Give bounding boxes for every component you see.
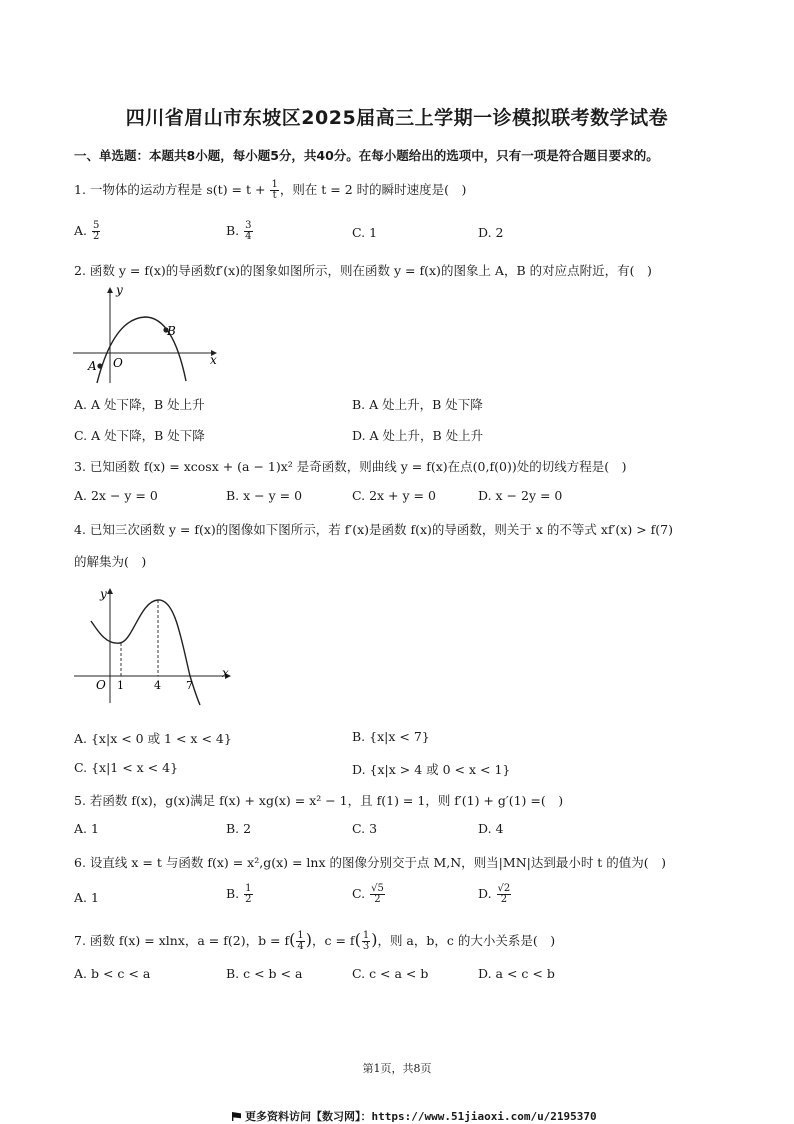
q5-option-c[interactable]: C. 3 [352, 821, 378, 836]
question-1: 1. 一物体的运动方程是 s(t) = t + $\frac{1}{t}$ ，则在 t = 2 时的瞬时速度是( ) [74, 179, 467, 201]
q1-option-c[interactable]: C. 1 [352, 225, 378, 240]
tick-4: 4 [154, 679, 161, 692]
q2-option-d[interactable]: D. A 处上升，B 处上升 [352, 428, 484, 443]
q2-option-c[interactable]: C. A 处下降，B 处下降 [74, 428, 205, 443]
q7-option-d[interactable]: D. a < c < b [478, 966, 555, 981]
q4-cubic-graph [70, 583, 235, 708]
q3-option-d[interactable]: D. x − 2y = 0 [478, 488, 563, 503]
section-heading: 一、单选题：本题共8小题，每小题5分，共40分。在每小题给出的选项中，只有一项是符合题目要求的。 [74, 148, 659, 163]
x-axis-label: x [222, 666, 229, 680]
q2-derivative-graph [70, 282, 225, 387]
promo-banner[interactable]: 更多资料访问【数习网】：https://www.51jiaoxi.com/u/2195370 [232, 1108, 597, 1124]
point-b-label: B [167, 324, 176, 338]
question-3: 3. 已知函数 f(x) = xcosx + (a − 1)x² 是奇函数，则曲线 y = f(x)在点(0,f(0))处的切线方程是( ) [74, 459, 627, 474]
q1-option-b[interactable]: B. $\frac{3}{4}$ [226, 220, 252, 242]
q6-option-a[interactable]: A. 1 [74, 890, 99, 905]
q2-option-b[interactable]: B. A 处上升，B 处下降 [352, 397, 483, 412]
flag-icon [232, 1112, 241, 1121]
q6-option-d[interactable]: D. $\frac{√2}{2}$ [478, 883, 511, 905]
question-6: 6. 设直线 x = t 与函数 f(x) = x²,g(x) = lnx 的图像分别交于点 M,N，则当|MN|达到最小时 t 的值为( ) [74, 855, 667, 870]
q1-option-a[interactable]: A. $\frac{5}{2}$ [74, 220, 100, 242]
q5-option-d[interactable]: D. 4 [478, 821, 504, 836]
q6-option-b[interactable]: B. $\frac{1}{2}$ [226, 883, 252, 905]
q4-option-c[interactable]: C. {x|1 < x < 4} [74, 760, 179, 775]
y-axis-label: y [100, 587, 107, 601]
tick-7: 7 [186, 679, 193, 692]
q2-option-a[interactable]: A. A 处下降，B 处上升 [74, 397, 205, 412]
q1-option-d[interactable]: D. 2 [478, 225, 504, 240]
q7-option-a[interactable]: A. b < c < a [74, 966, 151, 981]
q3-option-a[interactable]: A. 2x − y = 0 [74, 488, 158, 503]
q3-option-c[interactable]: C. 2x + y = 0 [352, 488, 436, 503]
q6-option-c[interactable]: C. $\frac{√5}{2}$ [352, 883, 384, 905]
tick-1: 1 [117, 679, 124, 692]
q4-option-b[interactable]: B. {x|x < 7} [352, 729, 430, 744]
point-a-label: A [88, 359, 97, 373]
x-axis-label: x [210, 353, 217, 367]
q1-stem: 1. 一物体的运动方程是 s(t) = t + [74, 182, 270, 197]
q4-option-d[interactable]: D. {x|x > 4 或 0 < x < 1} [352, 762, 511, 777]
origin-label: O [113, 356, 123, 370]
page-title: 四川省眉山市东坡区2025届高三上学期一诊模拟联考数学试卷 [125, 107, 669, 129]
origin-label: O [96, 678, 106, 692]
q7-option-c[interactable]: C. c < a < b [352, 966, 429, 981]
q5-option-b[interactable]: B. 2 [226, 821, 252, 836]
q4-option-a[interactable]: A. {x|x < 0 或 1 < x < 4} [74, 731, 232, 746]
q7-option-b[interactable]: B. c < b < a [226, 966, 303, 981]
question-5: 5. 若函数 f(x)，g(x)满足 f(x) + xg(x) = x² − 1，且 f(1) = 1，则 f′(1) + g′(1) =( ) [74, 793, 564, 808]
point-a [97, 363, 102, 368]
cubic-curve [91, 600, 200, 705]
y-axis-label: y [116, 283, 123, 297]
page-number: 第1页，共8页 [362, 1062, 432, 1075]
q3-option-b[interactable]: B. x − y = 0 [226, 488, 303, 503]
question-2: 2. 函数 y = f(x)的导函数f′(x)的图象如图所示，则在函数 y = f(x)的图象上 A，B 的对应点附近，有( ) [74, 263, 652, 278]
question-7: 7. 函数 f(x) = xlnx，a = f(2)，b = f( $\frac{1}{4}$ )，c = f( $\frac{1}{3}$ )，则 a，b，c 的大小关系是( ) [74, 930, 556, 952]
q5-option-a[interactable]: A. 1 [74, 821, 99, 836]
question-4-line2: 的解集为( ) [74, 554, 147, 569]
q1-fraction: $\frac{1}{t}$ [271, 179, 278, 201]
question-4-line1: 4. 已知三次函数 y = f(x)的图像如下图所示，若 f′(x)是函数 f(x)的导函数，则关于 x 的不等式 xf′(x) > f(7) [74, 522, 673, 537]
